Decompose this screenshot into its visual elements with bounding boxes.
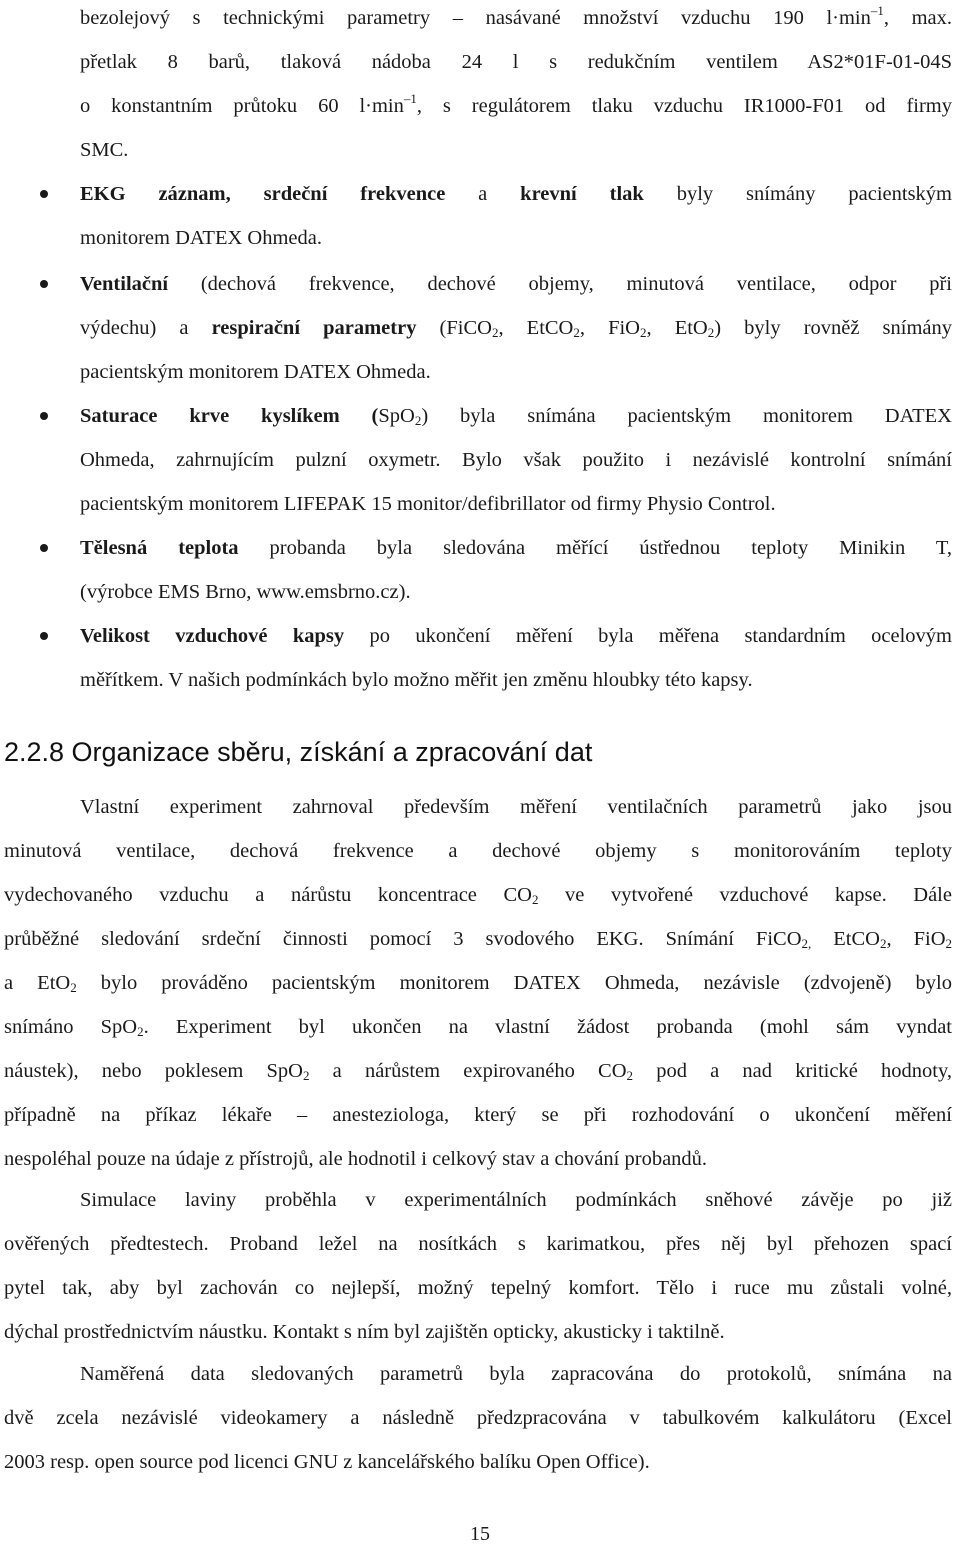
text-line: (výrobce EMS Brno, www.emsbrno.cz). [80, 581, 411, 603]
paragraph-line: pytel tak, aby byl zachován co nejlepší, možný tepelný komfort. Tělo i ruce mu zůstali volné, [4, 1277, 952, 1299]
bullet-item-ventilation: Ventilační (dechová frekvence, dechové objemy, minutová ventilace, odpor při [80, 273, 952, 295]
bullet-item-air-pocket: Velikost vzduchové kapsy po ukončení měření byla měřena standardním ocelovým [80, 625, 952, 647]
bullet-dot [40, 544, 48, 552]
text-line: pacientským monitorem DATEX Ohmeda. [80, 361, 431, 383]
bullet-item-saturation: Saturace krve kyslíkem (SpO$_2$) byla snímána pacientským monitorem DATEX [80, 405, 952, 428]
text-line: SMC. [80, 139, 129, 161]
text-line: bezolejový s technickými parametry – nasávané množství vzduchu 190 $l\cdot\min^{-1}$, max. [80, 3, 953, 29]
text-line: výdechu) a respirační parametry (FiCO$_2$, EtCO$_2$, FiO$_2$, EtO$_2$) byly rovněž snímány [80, 317, 953, 340]
paragraph-line: 2003 resp. open source pod licenci GNU z kancelářského balíku Open Office). [4, 1451, 650, 1473]
paragraph-line: Simulace laviny proběhla v experimentálních podmínkách sněhové závěje po již [80, 1189, 952, 1211]
paragraph-line: Vlastní experiment zahrnoval především měření ventilačních parametrů jako jsou [80, 796, 952, 818]
bullet-dot [40, 632, 48, 640]
paragraph-line: a EtO$_2$ bylo prováděno pacientským monitorem DATEX Ohmeda, nezávisle (zdvojeně) bylo [4, 972, 953, 995]
text-line: pacientským monitorem LIFEPAK 15 monitor/defibrillator od firmy Physio Control. [80, 493, 776, 515]
bullet-item-temperature: Tělesná teplota probanda byla sledována měřící ústřednou teploty Minikin T, [80, 537, 952, 559]
paragraph-line: snímáno SpO$_2$. Experiment byl ukončen na vlastní žádost probanda (mohl sám vyndat [4, 1016, 952, 1039]
paragraph-line: průběžné sledování srdeční činnosti pomocí 3 svodového EKG. Snímání FiCO$_{2,}$ EtCO$_2$, FiO$_2$ [4, 928, 952, 951]
bullet-item-ekg: EKG záznam, srdeční frekvence a krevní tlak byly snímány pacientským [80, 183, 952, 205]
paragraph-line: ověřených předtestech. Proband ležel na nosítkách s karimatkou, přes něj byl přehozen spací [4, 1233, 952, 1255]
text-line: o konstantním průtoku 60 $l\cdot\min^{-1}$, s regulátorem tlaku vzduchu IR1000-F01 od firmy [80, 91, 952, 117]
paragraph-line: minutová ventilace, dechová frekvence a dechové objemy s monitorováním teploty [4, 840, 952, 862]
paragraph-line: Naměřená data sledovaných parametrů byla zapracována do protokolů, snímána na [80, 1363, 952, 1385]
paragraph-line: dýchal prostřednictvím náustku. Kontakt s ním byl zajištěn opticky, akusticky i taktilně. [4, 1321, 725, 1343]
paragraph-line: případně na příkaz lékaře – anesteziologa, který se při rozhodování o ukončení měření [4, 1104, 952, 1126]
paragraph-line: nespoléhal pouze na údaje z přístrojů, ale hodnotil i celkový stav a chování probandů. [4, 1148, 708, 1170]
text-line: měřítkem. V našich podmínkách bylo možno měřit jen změnu hloubky této kapsy. [80, 669, 753, 691]
section-heading: 2.2.8 Organizace sběru, získání a zpracování dat [4, 737, 593, 767]
bullet-dot [40, 412, 48, 420]
bullet-dot [40, 280, 48, 288]
bullet-dot [40, 190, 48, 198]
paragraph-line: vydechovaného vzduchu a nárůstu koncentrace $CO_2$ ve vytvořené vzduchové kapse. Dále [4, 884, 952, 907]
page-number: 15 [470, 1523, 490, 1545]
paragraph-line: náustek), nebo poklesem SpO$_2$ a nárůstem expirovaného $CO_2$ pod a nad kritické hodnoty, [4, 1060, 952, 1083]
text-line: monitorem DATEX Ohmeda. [80, 227, 322, 249]
text-line: Ohmeda, zahrnujícím pulzní oxymetr. Bylo však použito i nezávislé kontrolní snímání [80, 449, 952, 471]
paragraph-line: dvě zcela nezávislé videokamery a následně předzpracována v tabulkovém kalkulátoru (Excel [4, 1407, 952, 1429]
text-line: přetlak 8 barů, tlaková nádoba 24 l s redukčním ventilem AS2*01F-01-04S [80, 51, 952, 73]
